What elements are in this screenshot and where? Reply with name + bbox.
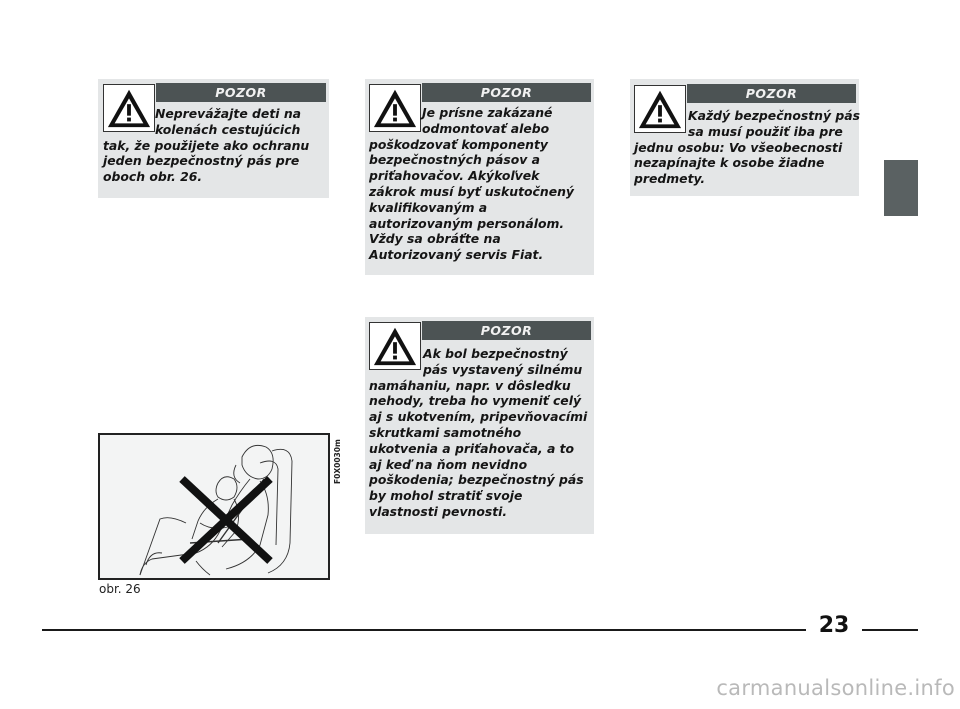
warning-text-3 [369, 346, 587, 520]
warning-text-line: Neprevážajte deti na [155, 106, 301, 121]
warning-text-line: namáhaniu, napr. v dôsledku [369, 377, 571, 393]
page-number: 23 [818, 613, 850, 638]
watermark-text: carmanualsonline.info [716, 676, 955, 700]
warning-text-line: poškodzovať komponenty [369, 136, 548, 152]
warning-text-line: oboch obr. 26. [103, 169, 203, 185]
warning-text-2 [369, 105, 574, 263]
warning-box-1 [98, 79, 329, 198]
warning-text-line: autorizovaným personálom. [369, 215, 565, 231]
pozor-label: POZOR [687, 84, 856, 103]
warning-text-line: aj s ukotvením, pripevňovacími [369, 409, 588, 425]
warning-text-line: Autorizovaný servis Fiat. [369, 247, 544, 263]
warning-text-line: jeden bezpečnostný pás pre [103, 153, 300, 169]
pozor-label: POZOR [422, 321, 591, 340]
warning-text-line: kolenách cestujúcich [155, 121, 301, 137]
pozor-label: POZOR [156, 83, 326, 102]
child-on-lap-illustration [100, 435, 328, 578]
warning-text-line: ukotvenia a priťahovača, a to [369, 440, 575, 456]
warning-text-line: skrutkami samotného [369, 424, 522, 440]
warning-text-line: predmety. [634, 171, 706, 187]
warning-text-line: bezpečnostných pásov a [369, 152, 540, 168]
warning-text-4 [634, 108, 860, 187]
warning-text-line: nehody, treba ho vymeniť celý [369, 393, 582, 409]
warning-box-2 [365, 79, 594, 275]
warning-box-4 [630, 79, 859, 196]
figure-caption: obr. 26 [99, 582, 141, 596]
warning-text-line: poškodenia; bezpečnostný pás [369, 472, 584, 488]
footer-rule-right [862, 629, 918, 631]
warning-text-line: priťahovačov. Akýkoľvek [369, 168, 540, 184]
footer-rule-left [42, 629, 806, 631]
warning-text-line: Je prísne zakázané [422, 105, 553, 120]
warning-text-line: kvalifikovaným a [369, 199, 488, 215]
warning-text-line: odmontovať alebo [422, 120, 550, 136]
warning-text-line: jednu osobu: Vo všeobecnosti [634, 139, 843, 155]
warning-text-line: by mohol stratiť svoje [369, 488, 523, 504]
pozor-label: POZOR [422, 83, 591, 102]
warning-text-line: Vždy sa obráťte na [369, 231, 501, 247]
section-tab-marker [884, 160, 918, 216]
figure-child-on-lap [98, 433, 330, 580]
figure-code: F0X0030m [333, 439, 342, 484]
warning-text-1 [103, 106, 309, 185]
warning-text-line: nezapínajte k osobe žiadne [634, 155, 825, 171]
warning-text-line: pás vystavený silnému [423, 361, 583, 377]
prohibition-cross-icon [182, 479, 270, 561]
warning-text-line: sa musí použiť iba pre [688, 123, 843, 139]
warning-text-line: zákrok musí byť uskutočnený [369, 183, 575, 199]
warning-box-3 [365, 317, 594, 534]
warning-text-line: Ak bol bezpečnostný [423, 346, 568, 361]
warning-text-line: tak, že použijete ako ochranu [103, 137, 310, 153]
warning-text-line: aj keď na ňom nevidno [369, 456, 528, 472]
warning-text-line: vlastnosti pevnosti. [369, 503, 508, 519]
warning-text-line: Každý bezpečnostný pás [688, 108, 860, 123]
